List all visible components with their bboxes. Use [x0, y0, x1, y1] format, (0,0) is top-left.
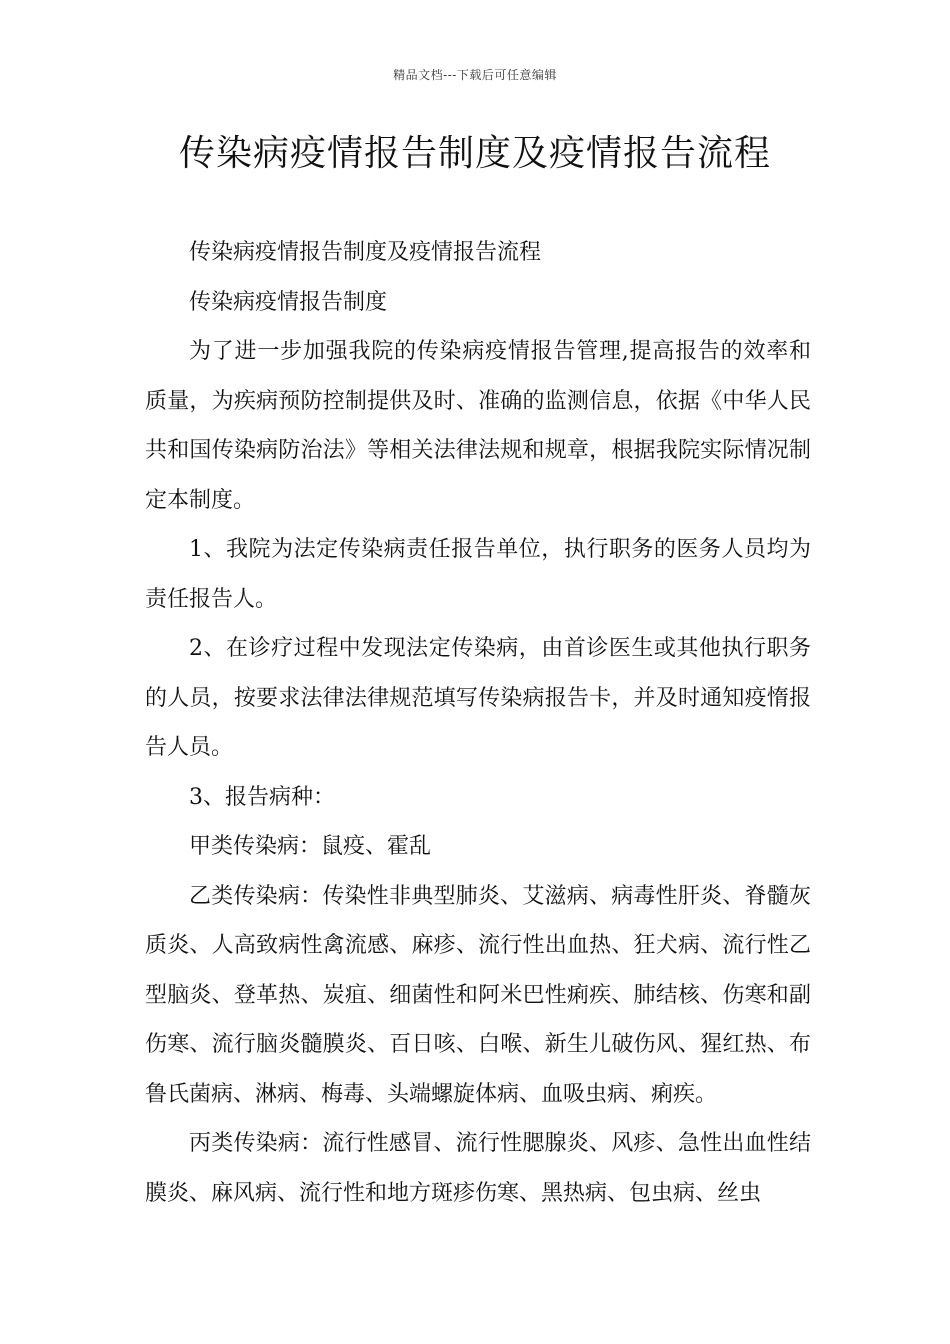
paragraph-class-a: 甲类传染病：鼠疫、霍乱 — [189, 834, 432, 859]
paragraph-item-1: 1、我院为法定传染病责任报告单位，执行职务的医务人员均为责任报告人。 — [145, 537, 811, 612]
paragraph-class-b: 乙类传染病：传染性非典型肺炎、艾滋病、病毒性肝炎、脊髓灰质炎、人高致病性禽流感、麻疹、流行性出血热、狂犬病、流行性乙型脑炎、登革热、炭疽、细菌性和阿米巴性痢疾、肺结核、伤寒和副伤寒、流行脑炎髓膜炎、百日咳、白喉、新生儿破伤风、猩红热、布鲁氏菌病、淋病、梅毒、头端螺旋体病、血吸虫病、痢疾。 — [145, 883, 811, 1107]
paragraph-intro: 为了进一步加强我院的传染病疫情报告管理,提高报告的效率和质量，为疾病预防控制提供及时、准确的监测信息，依据《中华人民共和国传染病防治法》等相关法律法规和规章，根据我院实际情况制定本制度。 — [145, 339, 811, 513]
paragraph-item-2: 2、在诊疗过程中发现法定传染病，由首诊医生或其他执行职务的人员，按要求法律法律规范填写传染病报告卡，并及时通知疫惰报告人员。 — [145, 636, 811, 760]
document-title: 传染病疫情报告制度及疫情报告流程 — [178, 133, 771, 174]
paragraph-class-c: 丙类传染病：流行性感冒、流行性腮腺炎、风疹、急性出血性结膜炎、麻风病、流行性和地方斑疹伤寒、黑热病、包虫病、丝虫 — [145, 1131, 811, 1206]
header-note: 精品文档---下载后可任意编辑 — [393, 68, 557, 82]
paragraph-item-3: 3、报告病种： — [189, 784, 335, 810]
document-body — [145, 228, 811, 1218]
paragraph-subtitle: 传染病疫情报告制度及疫情报告流程 — [189, 240, 542, 265]
paragraph-section-heading: 传染病疫情报告制度 — [189, 289, 388, 315]
